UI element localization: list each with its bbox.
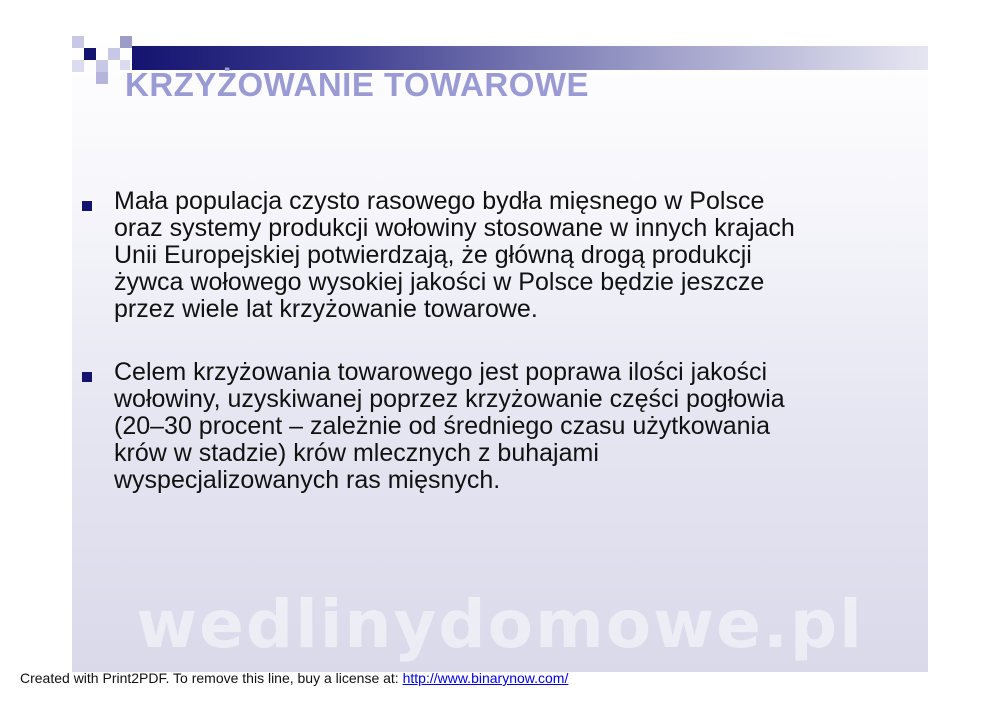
list-item (80, 359, 920, 494)
decorative-square (108, 48, 120, 60)
footer-text: Created with Print2PDF. To remove this line, buy a license at: (20, 670, 403, 686)
decorative-square (72, 36, 84, 48)
slide (72, 36, 928, 672)
list-item (80, 188, 920, 323)
bullet-list (80, 188, 920, 530)
decorative-square (72, 60, 84, 72)
bullet-text: Celem krzyżowania towarowego jest poprawa ilości jakości wołowiny, uzyskiwanej poprzez krzyżowanie części pogłowia (20–30 procent – zależnie od średniego czasu użytkowania krów w stadzie) krów mlecznych z buhajami wyspecjalizowanych ras mięsnych. (114, 358, 785, 494)
watermark: wedlinydomowe.pl (136, 586, 864, 663)
slide-title: KRZYŻOWANIE TOWAROWE (125, 66, 590, 103)
decorative-square (96, 72, 108, 84)
bullet-text: Mała populacja czysto rasowego bydła mięsnego w Polsce oraz systemy produkcji wołowiny stosowane w innych krajach Unii Europejskiej potwierdzają, że główną drogą produkcji żywca wołowego wysokiej jakości w Polsce będzie jeszcze przez wiele lat krzyżowanie towarowe. (114, 187, 795, 323)
decorative-square (120, 36, 132, 48)
square-bullet-icon (82, 372, 92, 382)
license-link[interactable]: http://www.binarynow.com/ (402, 670, 569, 686)
decorative-square (96, 60, 108, 72)
square-bullet-icon (82, 201, 92, 211)
decorative-square (84, 48, 96, 60)
footer-notice (20, 670, 568, 686)
